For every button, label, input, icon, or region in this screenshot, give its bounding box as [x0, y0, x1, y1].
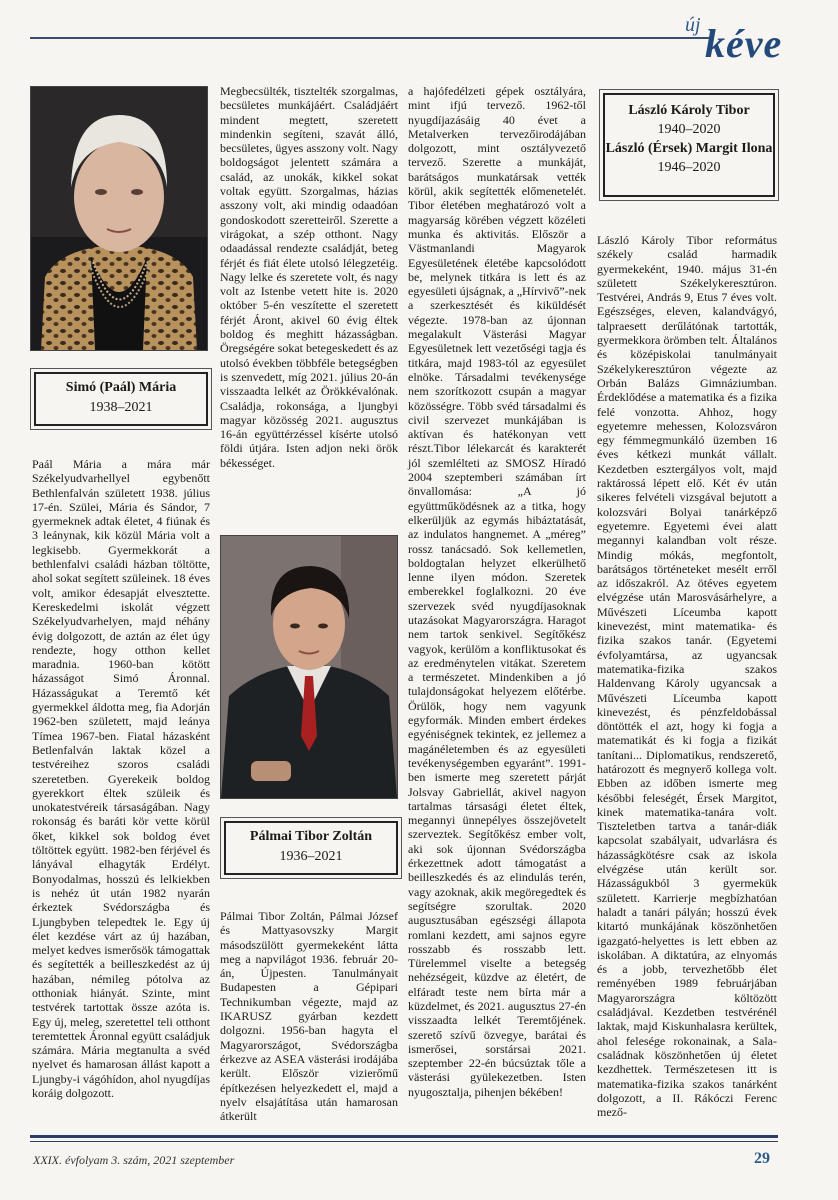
person-name: Pálmai Tibor Zoltán — [249, 829, 373, 844]
header-rule — [30, 37, 710, 39]
paragraph: Paál Mária a mára már Székelyudvarhellyel egybenőtt Bethlenfalván született 1938. július 17-én. Szülei, Mária és Sándor, 7 gyermeknek adtak életet, 4 fiúnak és 3 leánynak, kik közül Mária volt a legkisebb. Gyermekkorát a bethlenfalvi családi házban töltötte, ahol sokat segített szüleinek. 18 éves volt, amikor édesapját elvesztette. Kereskedelmi iskolát végzett Székelyudvarhelyen, majd néhány évig dolgozott, de aztán az élet úgy rendezte, hogy otthon kellet maradnia. 1960-ban kötött házasságot Simó Áronnal. Házasságukat a Teremtő két gyermekkel áldotta meg, fia Adorján 1962-ben született, majd leánya Tímea 1967-ben. Fiatal házasként Betlenfalván laktak közel a testvéreihez szoros családi szeretetben. Gyerekeik boldog gyerekkort éltek szüleik és unokatestvéreik társaságában. Nagy rokonság és baráti kör vette körül őket, kikkel sok boldog évet töltöttek együtt. 1982-ben férjével és lányával elhagyták Erdélyt. Bonyodalmas, hosszú és lelkiekben is nehéz út után 1982 nyarán érkeztek Svédországba és Ljungbyben telepedtek le. Egy új élet kezdése várt az új hazában, melyet kedves ismerősök támogattak és segítették a beilleszkedést az új hazában, némileg pótolva az otthoniak hiányát. Szinte, mint testvérek tartottak össze azóta is. Egy új, meleg, szeretettel teli otthont teremtettek Áronnal együtt családjuk számára. Mária megtanulta a svéd nyelvet és hamarosan állást kapott a Ljungby-i vágóhídon, ahol nyugdíjas koráig dolgozott. — [32, 457, 210, 1101]
namebox-palmai — [224, 821, 398, 875]
page-number: 29 — [754, 1150, 770, 1167]
article-simo-part2 — [220, 84, 398, 494]
paragraph: Pálmai Tibor Zoltán, Pálmai József és Mattyasovszky Margit másodszülött gyermekeként látta meg a napvilágot 1936. február 20-án, Újpesten. Tanulmányait Budapesten a Gépipari Technikumban végezte, majd az IKARUSZ gyárban kezdett dolgozni. 1956-ban hagyta el Magyarországot, Svédországba érkezve az ASEA västerási irodájába került. Először vizierőmű építkezésen helyezkedett el, majd a nyelv elsajátítása után hamarosan átkerült — [220, 909, 398, 1124]
portrait-simo-maria — [30, 86, 208, 351]
logo-keve: kéve — [705, 21, 783, 66]
paragraph: a hajófedélzeti gépek osztályára, mint ifjú tervező. 1962-től nyugdíjazásáig 40 évet a Metalverken tervezőirodájában dolgozott, mint osztályvezető tervező. Szerette a munkáját, barátságos munkatársak vették körül, akik segítették előmenetelét. Tibor életében meghatározó volt a magyarság körében végzett közéleti munka és aktivitás. Először a Västmanlandi Magyarok Egyesületének életébe kapcsolódott be, melynek titkára is lett és az egyesületi újságnak, a „Hírvivő”-nek a szerkesztését és kiküldését végezte. 1978-ban az újonnan megalakult Västerási Magyar Egyesületnek lett vezetőségi tagja és titkára, majd 1983-tól az egyesület elnöke. Társadalmi tevékenysége nem szorítkozott csupán a magyar közösségre. Több svéd társadalmi és civil szervezet munkájában is aktívan és hatékonyan vett részt.Tibor lélekarcát és karakterét jól szemlélteti az SMOSZ Híradó 2004 szeptemberi számában írt önvallomása: „A jó együttműködésnek az a titka, hogy elkerüljük az egymás hibáztatását, az indulatos hangnemet. A „méreg” rossz tanácsadó. Sok kellemetlen, boldogtalan helyzet elkerülhető lenne ilyen módon. Szeretek emberekkel foglalkozni. 20 éve szervezek svéd nyugdíjasoknak utazásokat Magyarországra. Haragot nem tartok senkivel. Segítőkész vagyok, kerülöm a konfliktusokat és az eredménytelen vitákat. Szeretem a természetet. Mindenkiben a jó tulajdonságokat helyezem előtérbe. Örülök, hogy nem vagyunk egyformák. Minden embert érdekes egyéniségnek tekintek, ez jellemez a magánéletemben és az egyesületi tevékenységemben egyaránt”. 1991-ben ismerte meg szeretett párját Jolsvay Gabriellát, akivel nagyon tartalmas társasági életet éltek, megannyi ünnepélyes összejövetelt szerveztek. Segítőkész ember volt, aki sok újonnan Svédországba érkezettnek adott támogatást a beilleszkedés és az elindulás terén, vagy azoknak, akik megöregedtek és segítségre szorultak. 2020 augusztusában egészségi állapota romlani kezdett, ami sajnos egyre rosszabb és rosszabb lett. Türelemmel viselte a betegség nehézségeit, küzdve az életért, de elfáradt teste nem bírta már a küzdelmet, és 2021. augusztus 27-én visszaadta lelkét Teremtőjének. szerető szívű özvegye, barátai és ismerősei, sorstársai 2021. szeptember 22-én búcsúztak tőle a västerási gyülekezetben. Isten nyugosztalja, pihenjen békében! — [408, 84, 586, 1099]
person-years: 1936–2021 — [279, 849, 343, 864]
person-years-2: 1946–2020 — [657, 160, 721, 175]
person-name-1: László Károly Tibor — [628, 103, 750, 118]
namebox-simo — [34, 372, 208, 426]
issue-info: XXIX. évfolyam 3. szám, 2021 szeptember — [33, 1153, 235, 1167]
article-laszlo — [597, 233, 777, 1119]
footer-rule-thin — [30, 1141, 778, 1142]
person-years: 1938–2021 — [89, 400, 153, 415]
article-simo-part1 — [32, 457, 210, 1117]
portrait-palmai-tibor — [220, 535, 398, 799]
namebox-laszlo — [603, 93, 775, 197]
person-name-2: László (Érsek) Margit Ilona — [605, 141, 773, 156]
paragraph: Megbecsülték, tisztelték szorgalmas, becsületes munkájáért. Családjáért mindent megtett, szeretett mindenkin segíteni, szavát álló, becsületes, ügyes asszony volt. Nagy boldogságot jelentett számára a család, az unokák, kikkel sokat voltak együtt. Szorgalmas, házias asszony volt, aki mindig odaadóan gondoskodott szeretteiről. Szerette a virágokat, a szép otthont. Nagy odaadással rendezte családját, beteg férjét és fiát élete utolsó lélegzetéig. Nagy lelke és szeretete volt, és nagy volt az Istenbe vetett hite is. 2020 október 5-én veszítette el szeretett férjét Áront, akivel 60 évig éltek boldog és meghitt házasságban. Öregségére sokat betegeskedett és az utolsó években többféle betegségben is szenvedett, míg 2021. július 20-án visszaadta lelkét az Örökkévalónak. Családja, rokonsága, a ljungbyi magyar közösség 2021. augusztus 16-án együttérzéssel kísérte utolsó földi útjára. Isten adjon neki örök békességet. — [220, 84, 398, 470]
footer-rule — [30, 1135, 778, 1138]
person-name: Simó (Paál) Mária — [65, 380, 177, 395]
paragraph: László Károly Tibor református székely család harmadik gyermekeként, 1940. május 31-én született Székelykeresztúron. Testvérei, András 9, Etus 7 éves volt. Egészséges, eleven, kalandvágyó, talpraesett derűlátónak tartották, gyermekkora örömben telt. Általános és középiskolai tanulmányait Székelykeresztúron végezte az Orbán Balázs Gimnáziumban. Érdeklődése a matematika és a fizika felé vonzotta. Ahhoz, hogy egyetemre mehessen, Kolozsváron egy fémmegmunkáló üzemben 16 éves kétkezi munkát vállalt. Kezdetben esztergályos volt, majd raktárossá lépett elő. Két év után sikeres felvételi vizsgával bejutott a kolozsvári Bolyai tanárképző egyetemre. Egyetemi évei alatt megannyi kalandban volt része. Mindig mókás, megfontolt, barátságos történeteket mesélt erről az időszakról. Az ötéves egyetem elvégzése után Marosvásárhelyre, a Művészeti Líceumba kapott kinevezést, mint matematika- és fizika szakos tanár. (Egyetemi évfolyamtársa, az ugyancsak matematika-fizika szakos Haldenvang Károly ugyancsak a Művészeti Líceumba kapott kinevezést, és pénzfeldobással döntötték el azt, hogy ki fogja a matematikát és ki fogja a fizikát tanítani... Diplomatikus, rendszerető, határozott és megnyerő kollega volt. Ebben az időben ismerte meg későbbi feleségét, Érsek Margitot, kinek matematika-tanára volt. Tiszteletben tartva a tanár-diák kapcsolat szabályait, udvarlásra és házasságkötésre csak az iskola elvégzése után került sor. Házasságukból 3 gyermekük született. Karrierje megbízhatóan haladt a tanári pályán; hosszú évek kitartó munkájának köszönhetően igazgató-helyettes is lett ebben az iskolában. A diktatúra, az elnyomás és a jobb, tervezhetőbb élet reményében 1989 februárjában Magyarországra költözött családjával. Kezdetben testvérénél laktak, majd Kiskunhalasra kerültek, ahol felesége rokonainak, a Sala-családnak köszönhetően új életet kezdhettek. Természetesen itt is matematika-fizika szakos tanárként dolgozott, a II. Rákóczi Ferenc mező- — [597, 233, 777, 1120]
article-palmai-part2 — [408, 84, 586, 1119]
article-palmai-part1 — [220, 909, 398, 1124]
person-years-1: 1940–2020 — [657, 122, 721, 137]
logo-uj: új — [685, 14, 701, 36]
